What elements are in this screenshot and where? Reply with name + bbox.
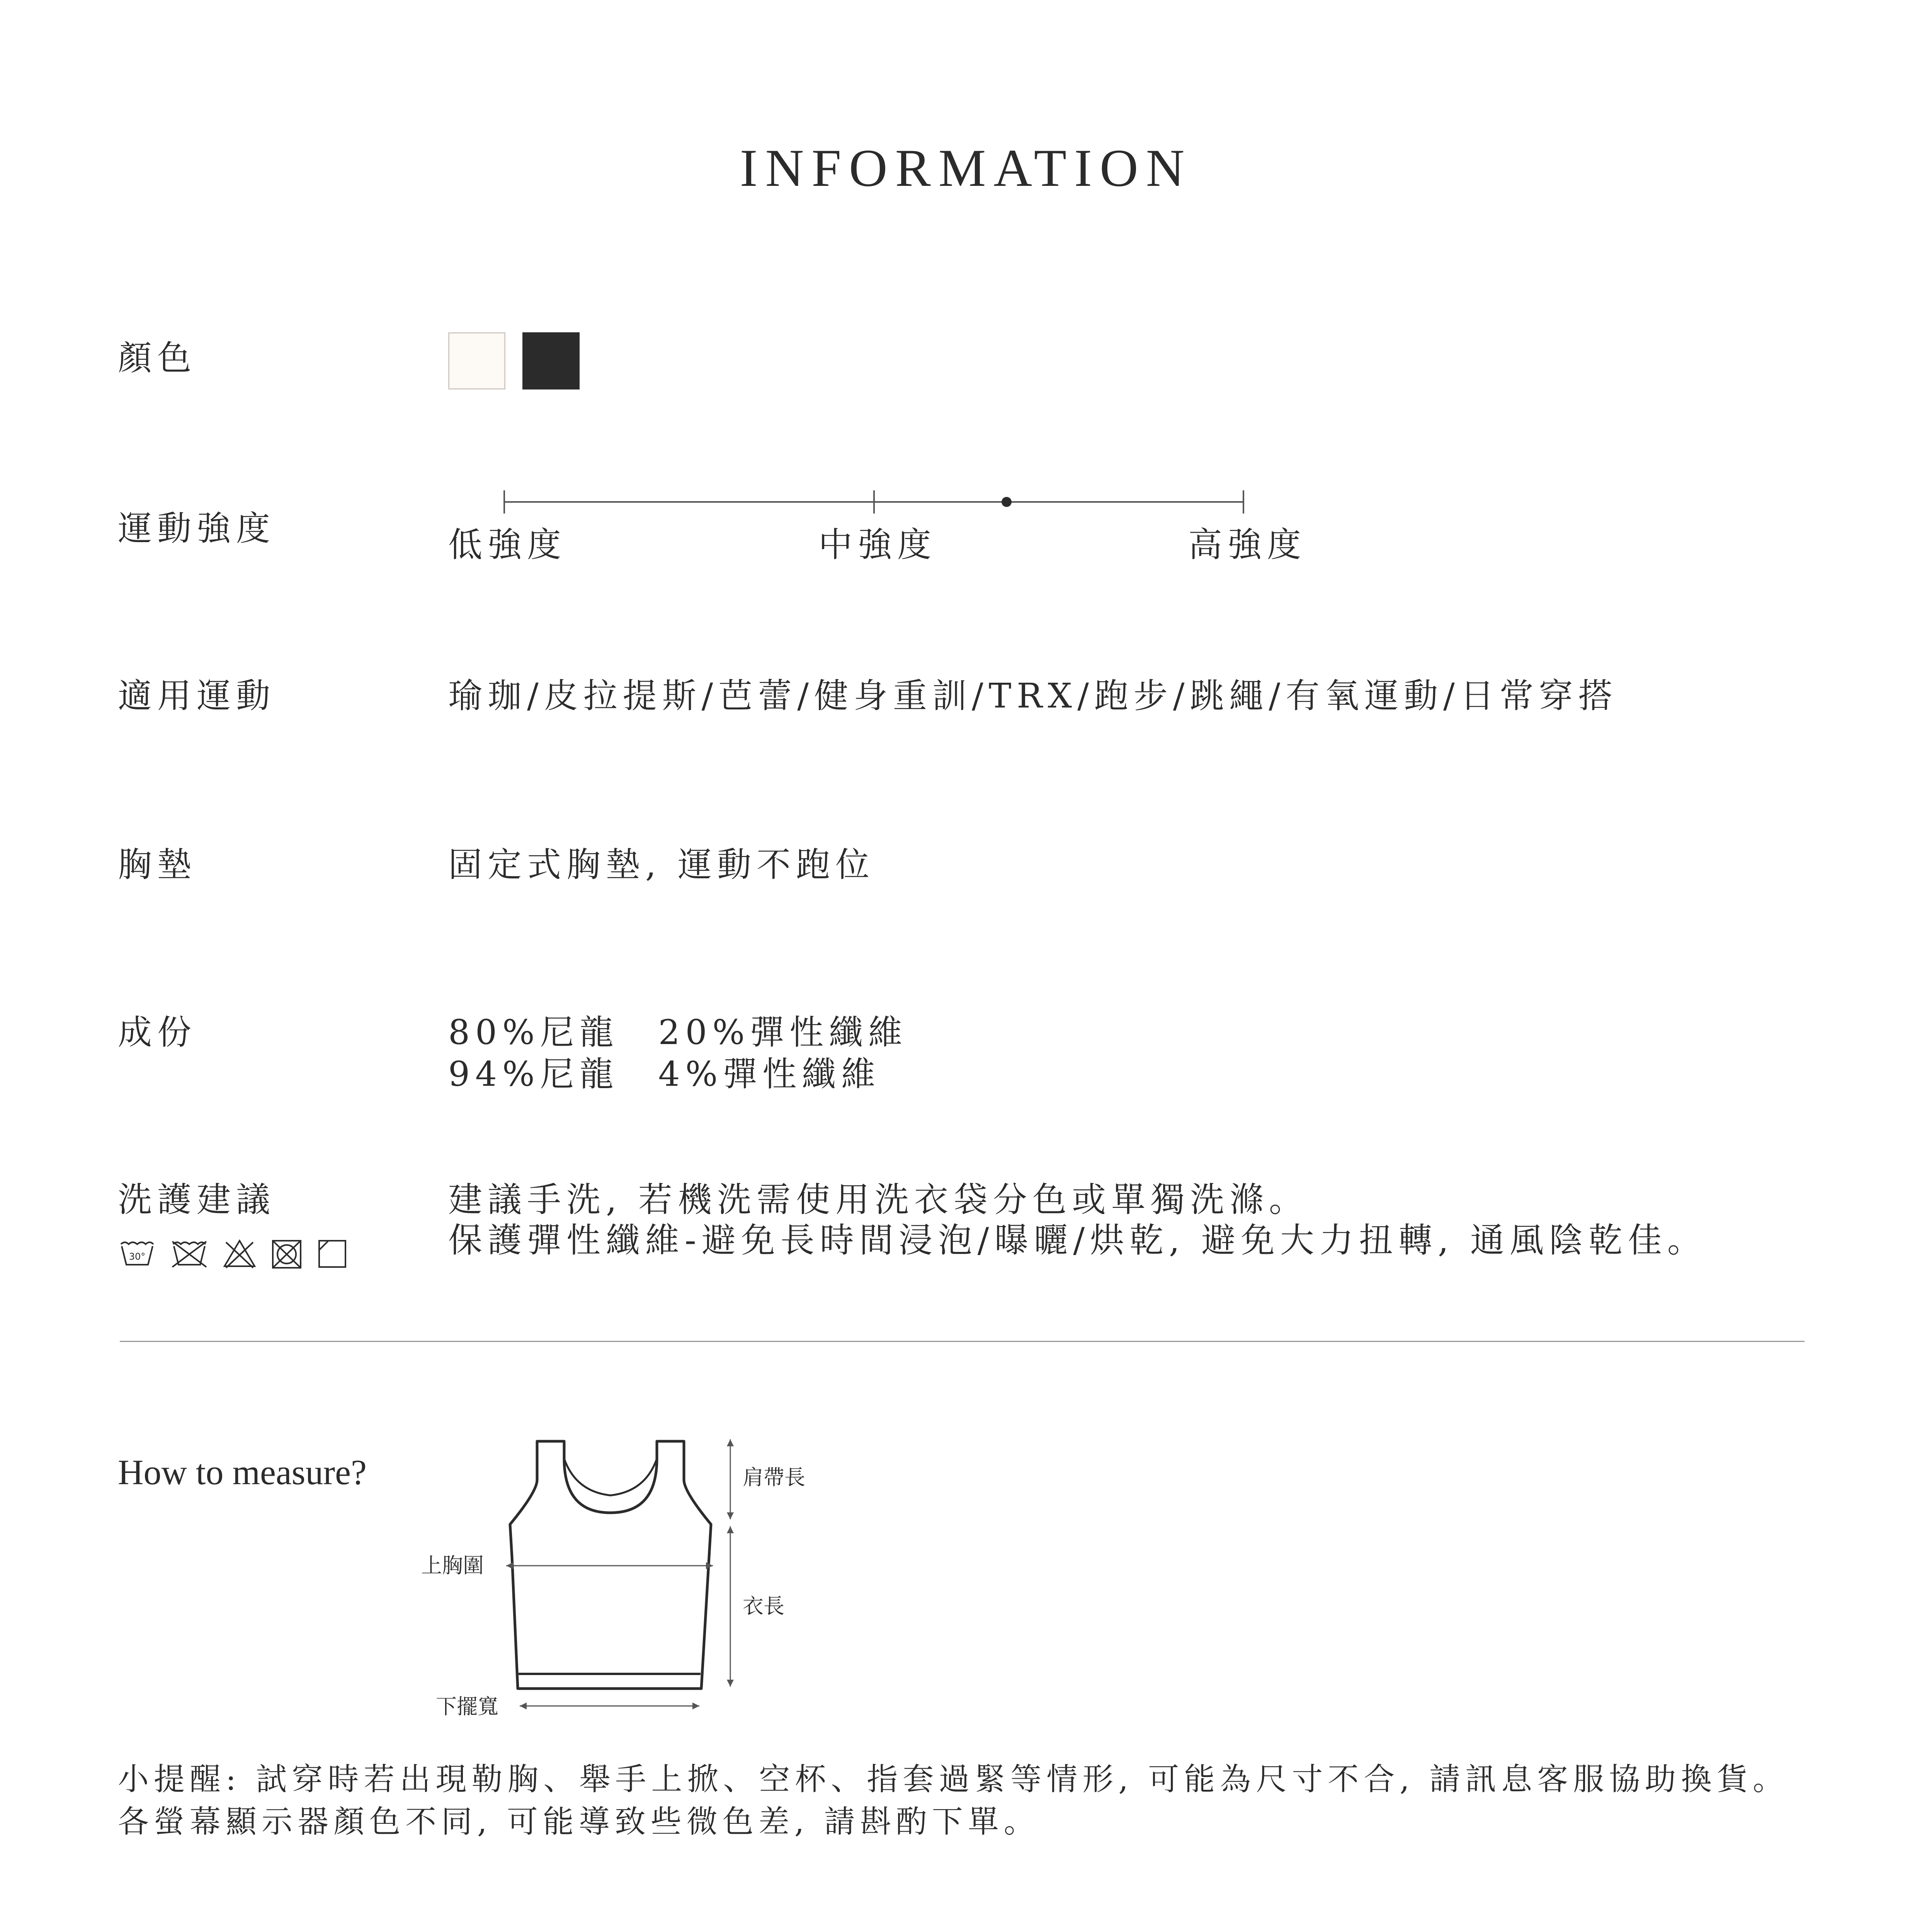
svg-text:30°: 30° [129, 1251, 146, 1262]
color-swatch-black[interactable] [522, 332, 580, 389]
composition-line1: 80%尼龍 20%彈性纖維 [448, 1012, 908, 1052]
length-label: 衣長 [743, 1594, 784, 1618]
color-label: 顏色 [118, 338, 197, 378]
note-line1: 小提醒: 試穿時若出現勒胸、舉手上掀、空杯、指套過緊等情形, 可能為尺寸不合, 請訊息客服協助換貨。 [118, 1761, 1789, 1797]
care-line2: 保護彈性纖維-避免長時間浸泡/曝曬/烘乾, 避免大力扭轉, 通風陰乾佳。 [448, 1220, 1707, 1260]
no-bleach-icon [222, 1238, 257, 1269]
composition-label: 成份 [118, 1012, 197, 1052]
intensity-low-label: 低強度 [448, 525, 567, 565]
care-line1: 建議手洗, 若機洗需使用洗衣袋分色或單獨洗滌。 [448, 1180, 1308, 1219]
pad-value: 固定式胸墊, 運動不跑位 [448, 845, 875, 884]
intensity-tick-high [1243, 490, 1244, 514]
pad-label: 胸墊 [118, 845, 197, 884]
intensity-tick-mid [873, 490, 875, 514]
section-divider [120, 1341, 1804, 1342]
intensity-high-label: 高強度 [1188, 525, 1307, 565]
care-label: 洗護建議 [118, 1180, 276, 1219]
intensity-level-marker [1002, 497, 1012, 507]
composition-line2: 94%尼龍 4%彈性纖維 [448, 1054, 881, 1094]
note-line2: 各螢幕顯示器顏色不同, 可能導致些微色差, 請斟酌下單。 [118, 1804, 1040, 1840]
hand-wash-30-icon [118, 1238, 156, 1269]
bust-label: 上胸圍 [421, 1553, 484, 1578]
measure-title: How to measure? [118, 1452, 367, 1492]
sports-label: 適用運動 [118, 676, 276, 716]
hem-label: 下擺寬 [436, 1694, 498, 1719]
intensity-label: 運動強度 [118, 509, 276, 548]
color-swatch-ivory[interactable] [448, 332, 505, 389]
strap-length-label: 肩帶長 [743, 1465, 805, 1490]
no-machine-wash-icon [170, 1238, 209, 1269]
intensity-tick-low [503, 490, 505, 514]
dry-in-shade-icon [317, 1238, 348, 1269]
no-tumble-dry-icon [270, 1238, 303, 1269]
page-title: INFORMATION [740, 138, 1192, 197]
sports-value: 瑜珈/皮拉提斯/芭蕾/健身重訓/TRX/跑步/跳繩/有氧運動/日常穿搭 [448, 676, 1618, 716]
intensity-mid-label: 中強度 [818, 525, 937, 565]
